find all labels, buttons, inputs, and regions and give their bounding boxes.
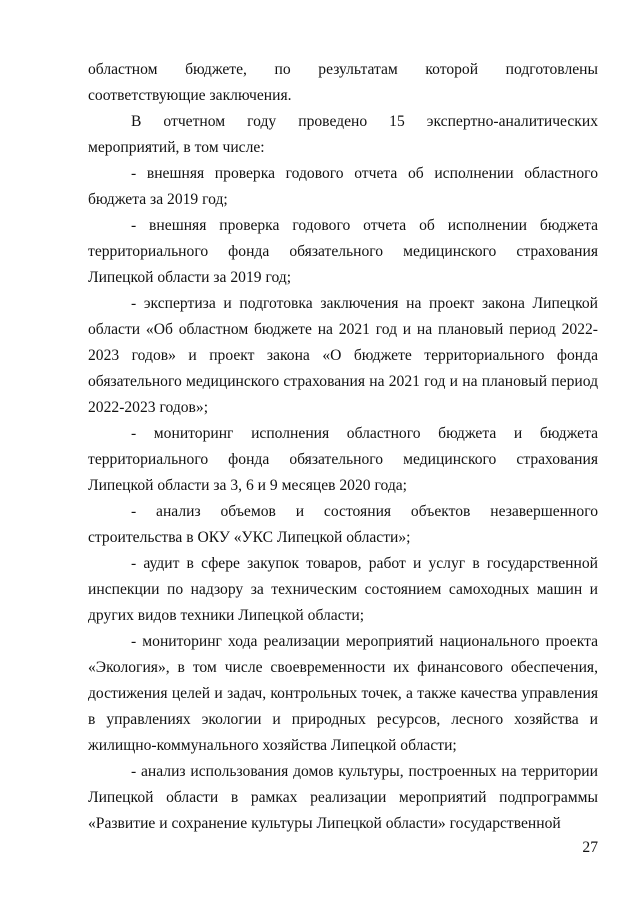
paragraph-intro: В отчетном году проведено 15 экспертно-аналитических мероприятий, в том числе:: [88, 113, 598, 156]
list-item-insurance-fund-report-check: - внешняя проверка годового отчета об исполнении бюджета территориального фонда обязательного медицинского страхования Липецкой области за 2019 год;: [88, 217, 598, 286]
paragraph-continuation: областном бюджете, по результатам которой подготовлены соответствующие заключения.: [88, 61, 598, 104]
document-body: [88, 57, 598, 837]
list-item-construction-analysis: - анализ объемов и состояния объектов незавершенного строительства в ОКУ «УКС Липецкой области»;: [88, 503, 598, 546]
list-item-procurement-audit: - аудит в сфере закупок товаров, работ и услуг в государственной инспекции по надзору за техническим состоянием самоходных машин и других видов техники Липецкой области;: [88, 555, 598, 624]
list-item-ecology-project-monitoring: - мониторинг хода реализации мероприятий национального проекта «Экология», в том числе своевременности их финансового обеспечения, достижения целей и задач, контрольных точек, а также качества управления в управлениях экологии и природных ресурсов, лесного хозяйства и жилищно-коммунального хозяйства Липецкой области;: [88, 633, 598, 754]
list-item-annual-report-check: - внешняя проверка годового отчета об исполнении областного бюджета за 2019 год;: [88, 165, 598, 208]
list-item-culture-houses-analysis: - анализ использования домов культуры, построенных на территории Липецкой области в рамках реализации мероприятий подпрограммы «Развитие и сохранение культуры Липецкой области» государственной: [88, 763, 598, 832]
list-item-budget-law-expertise: - экспертиза и подготовка заключения на проект закона Липецкой области «Об областном бюджете на 2021 год и на плановый период 2022-2023 годов» и проект закона «О бюджете территориального фонда обязательного медицинского страхования на 2021 год и на плановый период 2022-2023 годов»;: [88, 295, 598, 416]
list-item-budget-monitoring: - мониторинг исполнения областного бюджета и бюджета территориального фонда обязательного медицинского страхования Липецкой области за 3, 6 и 9 месяцев 2020 года;: [88, 425, 598, 494]
page-number: 27: [582, 839, 598, 856]
